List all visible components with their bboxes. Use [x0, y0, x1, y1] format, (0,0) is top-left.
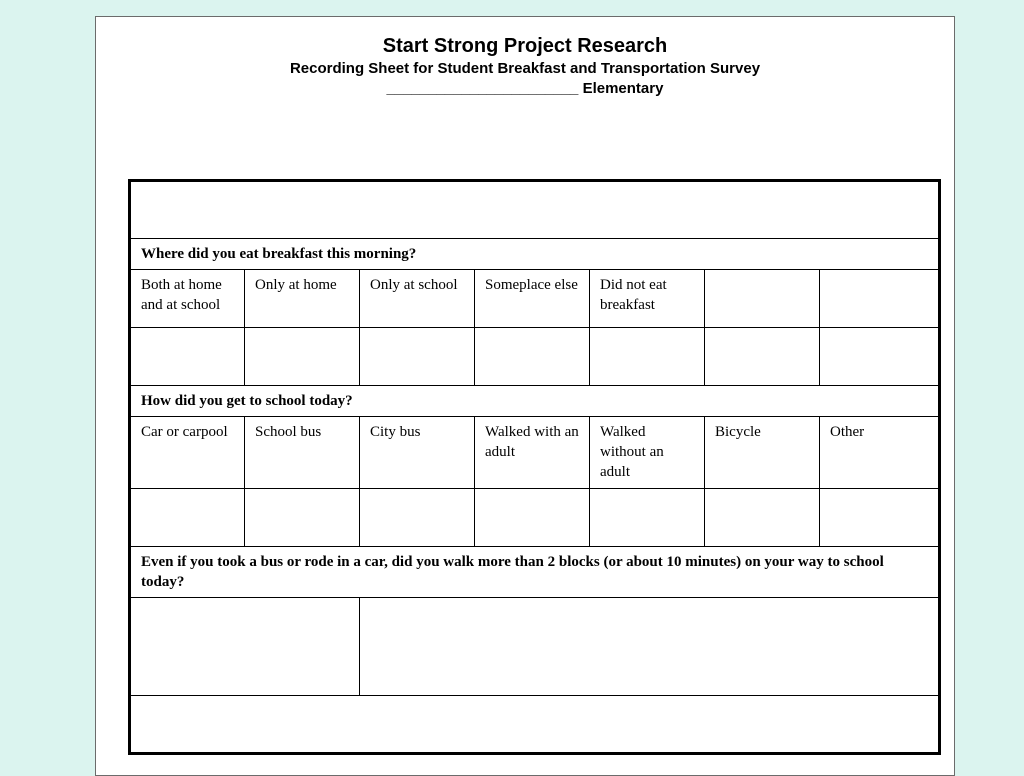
transport-question-row [130, 386, 940, 417]
walk-answer-row [130, 598, 940, 696]
tally-cell[interactable] [590, 328, 705, 386]
walk-question-row [130, 547, 940, 598]
transport-tally-row [130, 489, 940, 547]
breakfast-question: Where did you eat breakfast this morning? [130, 239, 940, 270]
transport-option: Walked with an adult [475, 417, 590, 489]
breakfast-question-row [130, 239, 940, 270]
transport-option: Bicycle [705, 417, 820, 489]
breakfast-option [705, 270, 820, 328]
page-subtitle: Recording Sheet for Student Breakfast and Transportation Survey [289, 60, 761, 77]
school-name-line: _______________________ Elementary [386, 80, 664, 97]
breakfast-options-row [130, 270, 940, 328]
breakfast-option: Only at school [360, 270, 475, 328]
walk-question: Even if you took a bus or rode in a car, did you walk more than 2 blocks (or about 10 minutes) on your way to school today? [130, 547, 940, 598]
tally-cell[interactable] [245, 489, 360, 547]
bottom-blank-row [130, 696, 940, 754]
walk-answer-cell[interactable] [130, 598, 360, 696]
breakfast-option: Someplace else [475, 270, 590, 328]
transport-option: School bus [245, 417, 360, 489]
breakfast-option [820, 270, 940, 328]
blank-cell[interactable] [130, 696, 940, 754]
page-title: Start Strong Project Research [382, 35, 668, 57]
tally-cell[interactable] [360, 328, 475, 386]
breakfast-tally-row [130, 328, 940, 386]
breakfast-option: Only at home [245, 270, 360, 328]
tally-cell[interactable] [820, 328, 940, 386]
transport-option: Other [820, 417, 940, 489]
tally-cell[interactable] [130, 489, 245, 547]
breakfast-option: Both at home and at school [130, 270, 245, 328]
tally-cell[interactable] [475, 328, 590, 386]
sheet-header [96, 33, 954, 99]
tally-cell[interactable] [820, 489, 940, 547]
tally-cell[interactable] [590, 489, 705, 547]
transport-option: Car or carpool [130, 417, 245, 489]
tally-cell[interactable] [705, 328, 820, 386]
transport-question: How did you get to school today? [130, 386, 940, 417]
survey-table [128, 179, 941, 755]
tally-cell[interactable] [360, 489, 475, 547]
tally-cell[interactable] [245, 328, 360, 386]
breakfast-option: Did not eat breakfast [590, 270, 705, 328]
walk-answer-cell[interactable] [360, 598, 940, 696]
transport-option: Walked without an adult [590, 417, 705, 489]
transport-option: City bus [360, 417, 475, 489]
tally-cell[interactable] [130, 328, 245, 386]
transport-options-row [130, 417, 940, 489]
tally-cell[interactable] [705, 489, 820, 547]
top-blank-row [130, 181, 940, 239]
blank-cell[interactable] [130, 181, 940, 239]
recording-sheet [95, 16, 955, 776]
tally-cell[interactable] [475, 489, 590, 547]
